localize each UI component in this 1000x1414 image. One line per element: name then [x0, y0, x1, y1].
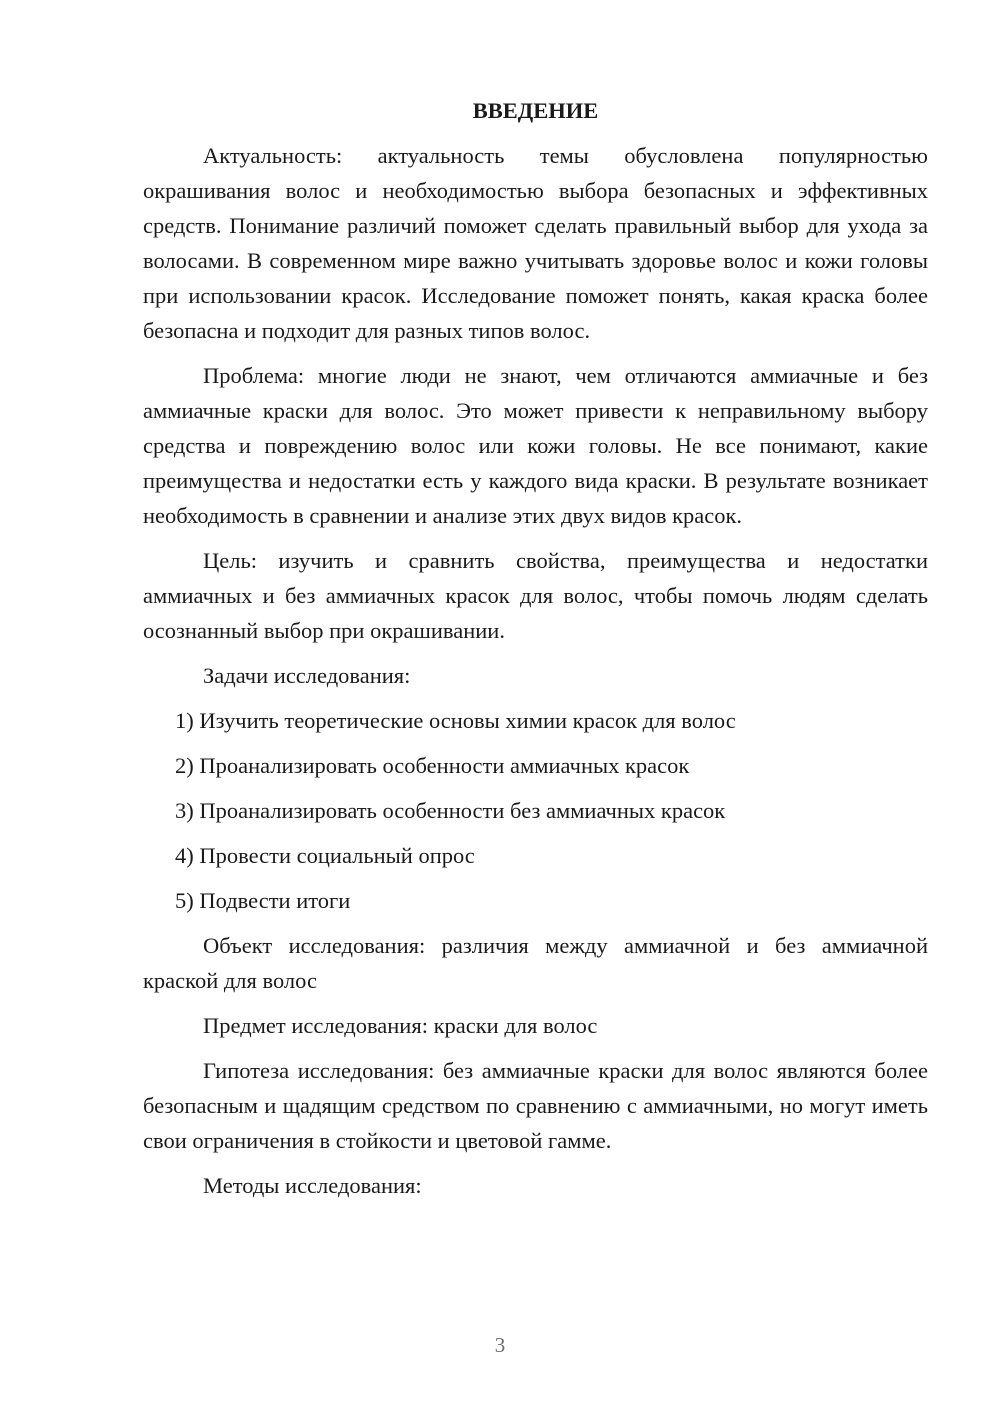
task-item: 3) Проанализировать особенности без аммиачных красок	[175, 798, 726, 823]
hypothesis-paragraph: Гипотеза исследования: без аммиачные краски для волос являются более безопасным и щадящим средством по сравнению с аммиачными, но могут иметь свои ограничения в стойкости и цветовой гамме.	[143, 1058, 928, 1153]
task-item: 1) Изучить теоретические основы химии красок для волос	[175, 708, 736, 733]
relevance-paragraph: Актуальность: актуальность темы обусловлена популярностью окрашивания волос и необходимостью выбора безопасных и эффективных средств. Понимание различий поможет сделать правильный выбор для ухода за волосами. В современном мире важно учитывать здоровье волос и кожи головы при использовании красок. Исследование поможет понять, какая краска более безопасна и подходит для разных типов волос.	[143, 143, 928, 343]
task-item: 4) Провести социальный опрос	[175, 843, 475, 868]
subject-paragraph: Предмет исследования: краски для волос	[203, 1013, 598, 1038]
tasks-heading: Задачи исследования:	[203, 663, 411, 688]
methods-heading: Методы исследования:	[203, 1173, 422, 1198]
task-item: 2) Проанализировать особенности аммиачных красок	[175, 753, 690, 778]
page-content	[143, 93, 928, 1213]
task-item: 5) Подвести итоги	[175, 888, 351, 913]
page-number: 3	[494, 1333, 506, 1357]
object-paragraph: Объект исследования: различия между аммиачной и без аммиачной краской для волос	[143, 933, 928, 993]
problem-paragraph: Проблема: многие люди не знают, чем отличаются аммиачные и без аммиачные краски для волос. Это может привести к неправильному выбору средства и повреждению волос или кожи головы. Не все понимают, какие преимущества и недостатки есть у каждого вида краски. В результате возникает необходимость в сравнении и анализе этих двух видов красок.	[143, 363, 928, 528]
section-heading: ВВЕДЕНИЕ	[472, 98, 599, 123]
tasks-list	[143, 703, 928, 918]
goal-paragraph: Цель: изучить и сравнить свойства, преимущества и недостатки аммиачных и без аммиачных красок для волос, чтобы помочь людям сделать осознанный выбор при окрашивании.	[143, 548, 928, 643]
